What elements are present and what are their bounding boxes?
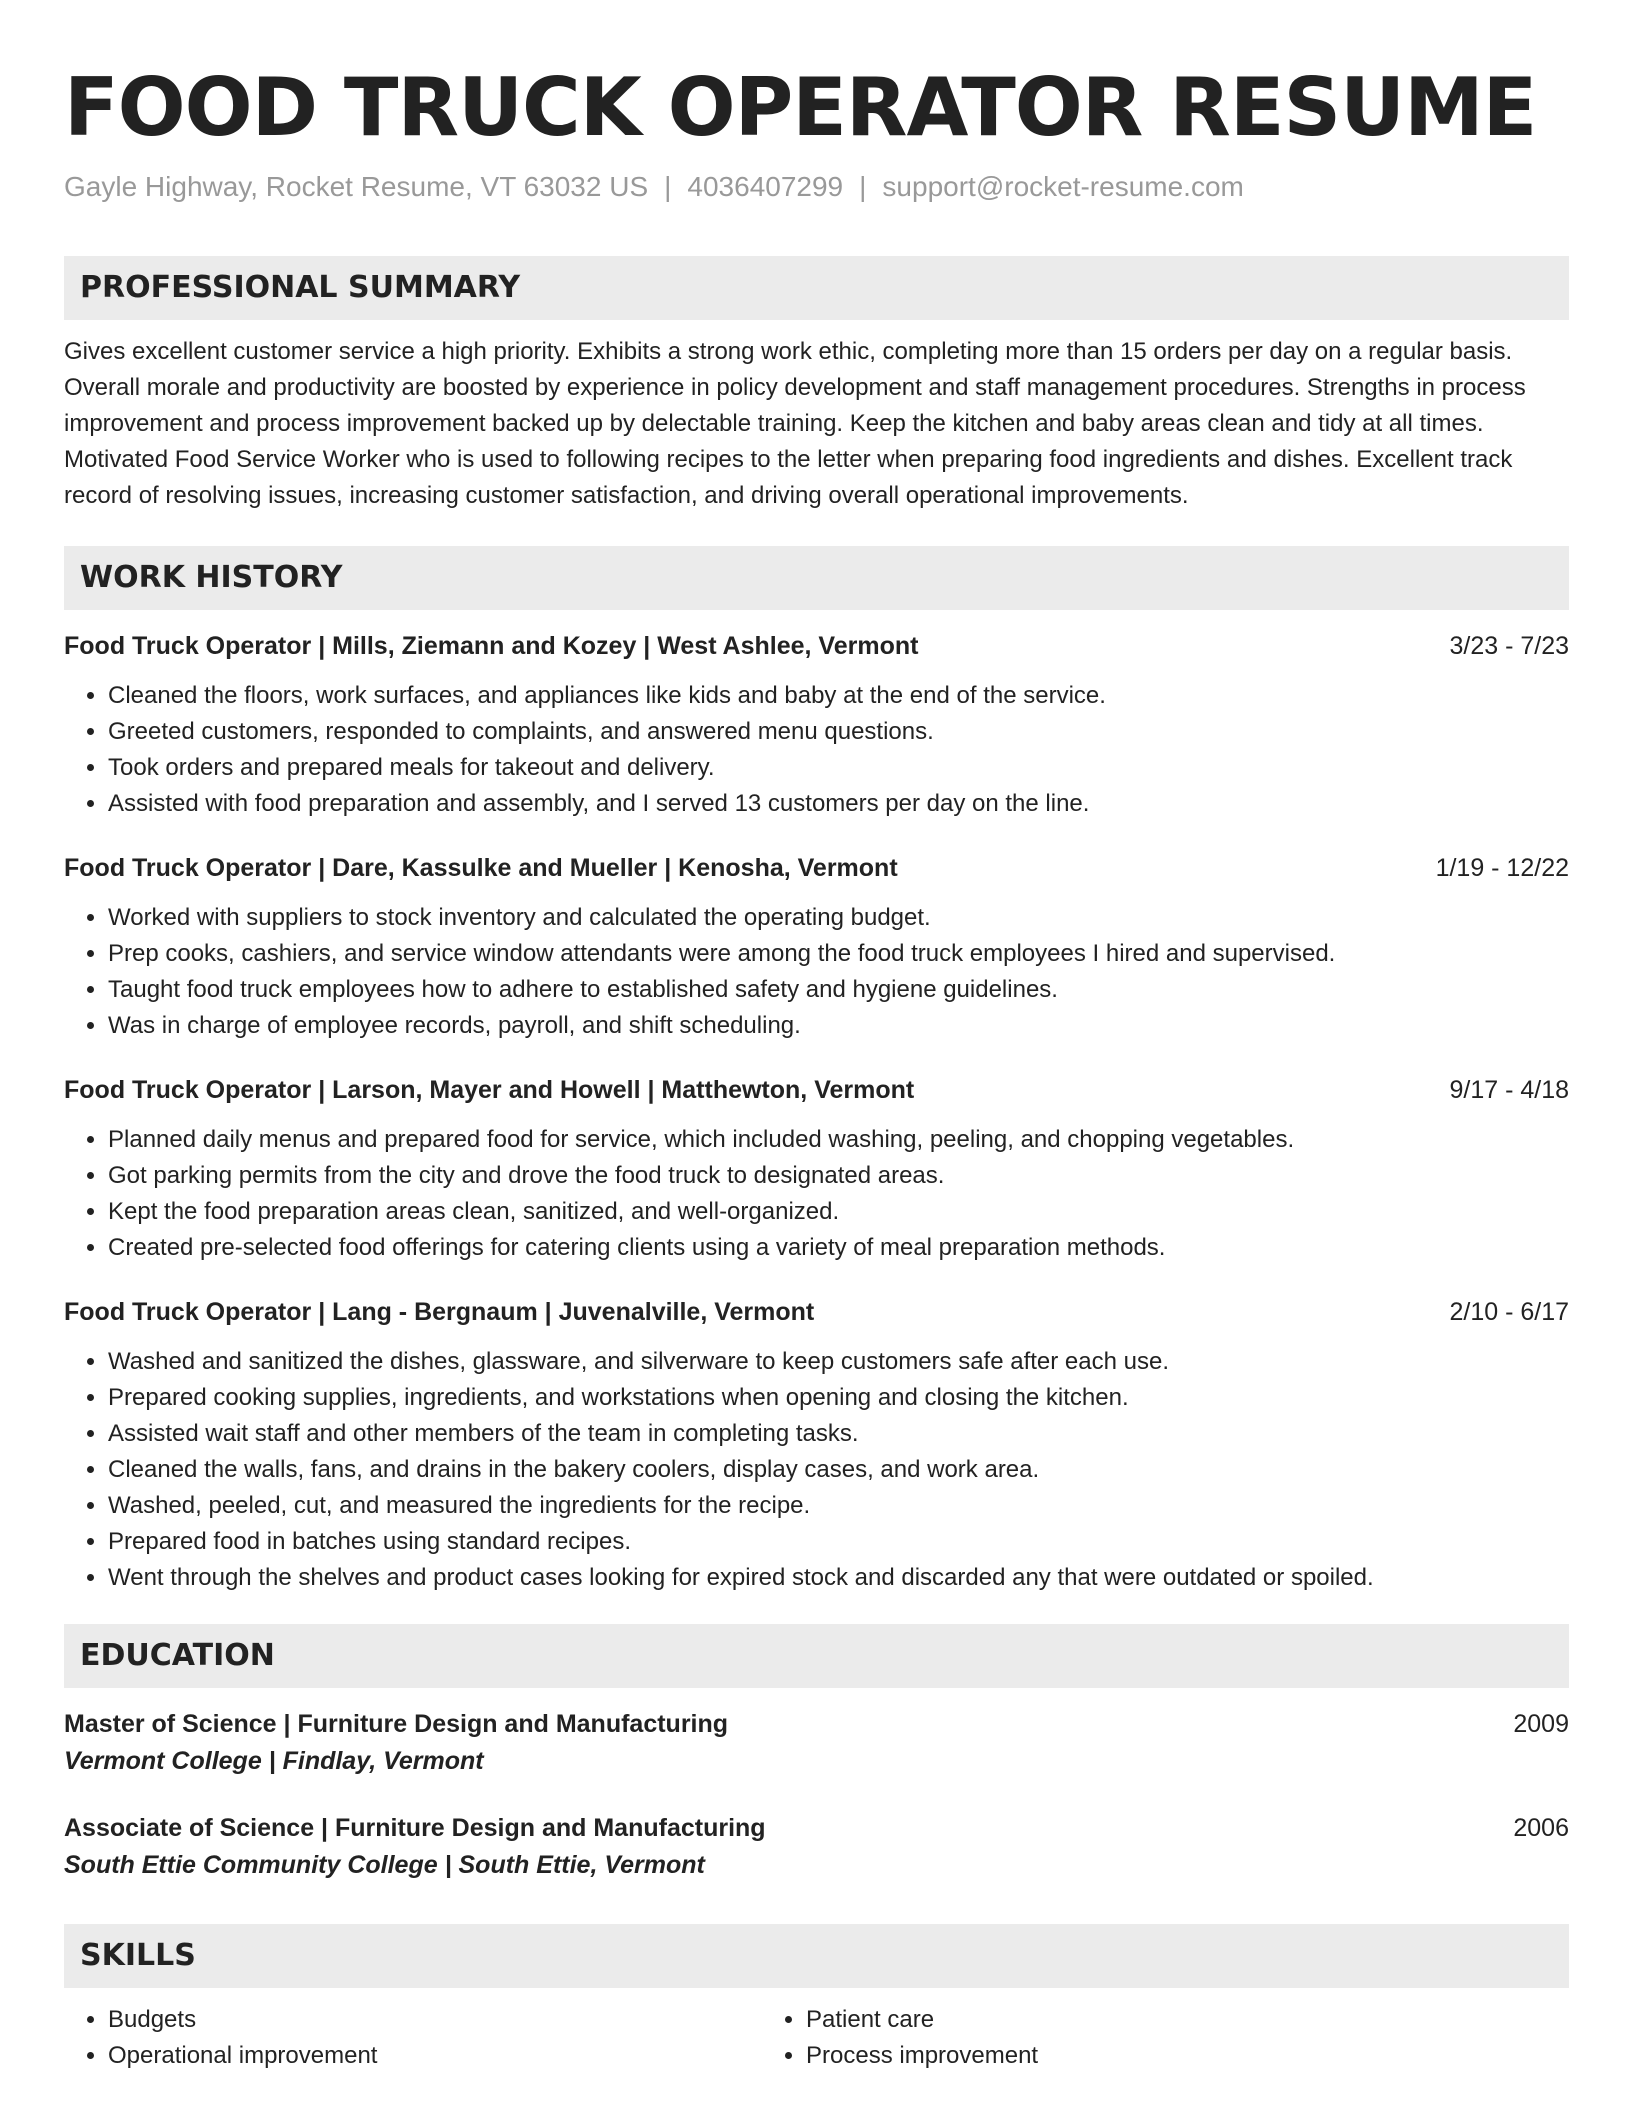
summary-heading: PROFESSIONAL SUMMARY bbox=[64, 256, 1569, 320]
job-dates: 3/23 - 7/23 bbox=[1449, 632, 1569, 660]
education-school: Vermont College | Findlay, Vermont bbox=[64, 1747, 484, 1775]
job-bullet: • Was in charge of employee records, payroll, and shift scheduling. bbox=[108, 1008, 1569, 1044]
contact-phone: 4036407299 bbox=[687, 171, 844, 202]
job-bullet: • Went through the shelves and product cases looking for expired stock and discarded any that were outdated or spoiled. bbox=[108, 1560, 1569, 1596]
job-bullet: • Worked with suppliers to stock inventory and calculated the operating budget. bbox=[108, 900, 1569, 936]
education-degree: Associate of Science | Furniture Design and Manufacturing bbox=[64, 1814, 766, 1842]
job-entry bbox=[64, 628, 1569, 822]
skills-column-right bbox=[762, 2002, 1038, 2074]
job-bullet: • Assisted with food preparation and assembly, and I served 13 customers per day on the line. bbox=[108, 786, 1569, 822]
job-bullets bbox=[64, 1122, 1569, 1266]
job-bullet: • Prepared food in batches using standard recipes. bbox=[108, 1524, 1569, 1560]
skill-item: • Budgets bbox=[108, 2002, 762, 2038]
education-entry bbox=[64, 1810, 1569, 1884]
job-bullet: • Planned daily menus and prepared food for service, which included washing, peeling, and chopping vegetables. bbox=[108, 1122, 1569, 1158]
job-dates: 2/10 - 6/17 bbox=[1449, 1298, 1569, 1326]
contact-separator: | bbox=[664, 171, 672, 202]
skill-item: • Patient care bbox=[806, 2002, 1038, 2038]
job-title: Food Truck Operator | Larson, Mayer and Howell | Matthewton, Vermont bbox=[64, 1076, 915, 1104]
job-bullet: • Assisted wait staff and other members of the team in completing tasks. bbox=[108, 1416, 1569, 1452]
skills-list bbox=[64, 2002, 1569, 2074]
skills-column-left bbox=[64, 2002, 762, 2074]
job-entry bbox=[64, 850, 1569, 1044]
contact-email: support@rocket-resume.com bbox=[882, 171, 1244, 202]
job-bullet: • Greeted customers, responded to complaints, and answered menu questions. bbox=[108, 714, 1569, 750]
job-bullets bbox=[64, 678, 1569, 822]
summary-text: Gives excellent customer service a high priority. Exhibits a strong work ethic, completing more than 15 orders per day on a regular basis. Overall morale and productivity are boosted by experience in policy development and staff management procedures. Strengths in process improvement and process improvement backed up by delectable training. Keep the kitchen and baby areas clean and tidy at all times. Motivated Food Service Worker who is used to following recipes to the letter when preparing food ingredients and dishes. Excellent track record of resolving issues, increasing customer satisfaction, and driving overall operational improvements. bbox=[64, 338, 1526, 509]
job-entry bbox=[64, 1072, 1569, 1266]
education-entry bbox=[64, 1706, 1569, 1780]
job-bullet: • Washed, peeled, cut, and measured the ingredients for the recipe. bbox=[108, 1488, 1569, 1524]
job-title: Food Truck Operator | Mills, Ziemann and Kozey | West Ashlee, Vermont bbox=[64, 632, 919, 660]
job-dates: 9/17 - 4/18 bbox=[1449, 1076, 1569, 1104]
job-bullet: • Got parking permits from the city and drove the food truck to designated areas. bbox=[108, 1158, 1569, 1194]
job-bullet: • Prepared cooking supplies, ingredients, and workstations when opening and closing the kitchen. bbox=[108, 1380, 1569, 1416]
education-heading: EDUCATION bbox=[64, 1624, 1569, 1688]
job-bullet: • Washed and sanitized the dishes, glassware, and silverware to keep customers safe after each use. bbox=[108, 1344, 1569, 1380]
contact-separator: | bbox=[859, 171, 867, 202]
job-bullet: • Cleaned the walls, fans, and drains in the bakery coolers, display cases, and work area. bbox=[108, 1452, 1569, 1488]
job-dates: 1/19 - 12/22 bbox=[1435, 854, 1569, 882]
education-year: 2009 bbox=[1513, 1710, 1569, 1738]
job-title: Food Truck Operator | Lang - Bergnaum | Juvenalville, Vermont bbox=[64, 1298, 815, 1326]
contact-address: Gayle Highway, Rocket Resume, VT 63032 US bbox=[64, 171, 649, 202]
job-bullet: • Cleaned the floors, work surfaces, and appliances like kids and baby at the end of the service. bbox=[108, 678, 1569, 714]
job-bullet: • Taught food truck employees how to adhere to established safety and hygiene guidelines. bbox=[108, 972, 1569, 1008]
resume-title: FOOD TRUCK OPERATOR RESUME bbox=[64, 61, 1537, 154]
skills-heading: SKILLS bbox=[64, 1924, 1569, 1988]
education-degree: Master of Science | Furniture Design and Manufacturing bbox=[64, 1710, 729, 1738]
skill-item: • Process improvement bbox=[806, 2038, 1038, 2074]
job-entry bbox=[64, 1294, 1569, 1596]
job-bullets bbox=[64, 1344, 1569, 1596]
education-year: 2006 bbox=[1513, 1814, 1569, 1842]
contact-line bbox=[64, 170, 1569, 204]
job-bullet: • Kept the food preparation areas clean, sanitized, and well-organized. bbox=[108, 1194, 1569, 1230]
job-bullets bbox=[64, 900, 1569, 1044]
education-school: South Ettie Community College | South Ettie, Vermont bbox=[64, 1851, 705, 1879]
skill-item: • Operational improvement bbox=[108, 2038, 762, 2074]
job-title: Food Truck Operator | Dare, Kassulke and Mueller | Kenosha, Vermont bbox=[64, 854, 898, 882]
work-history-heading: WORK HISTORY bbox=[64, 546, 1569, 610]
job-bullet: • Created pre-selected food offerings for catering clients using a variety of meal preparation methods. bbox=[108, 1230, 1569, 1266]
job-bullet: • Took orders and prepared meals for takeout and delivery. bbox=[108, 750, 1569, 786]
job-bullet: • Prep cooks, cashiers, and service window attendants were among the food truck employees I hired and supervised. bbox=[108, 936, 1569, 972]
